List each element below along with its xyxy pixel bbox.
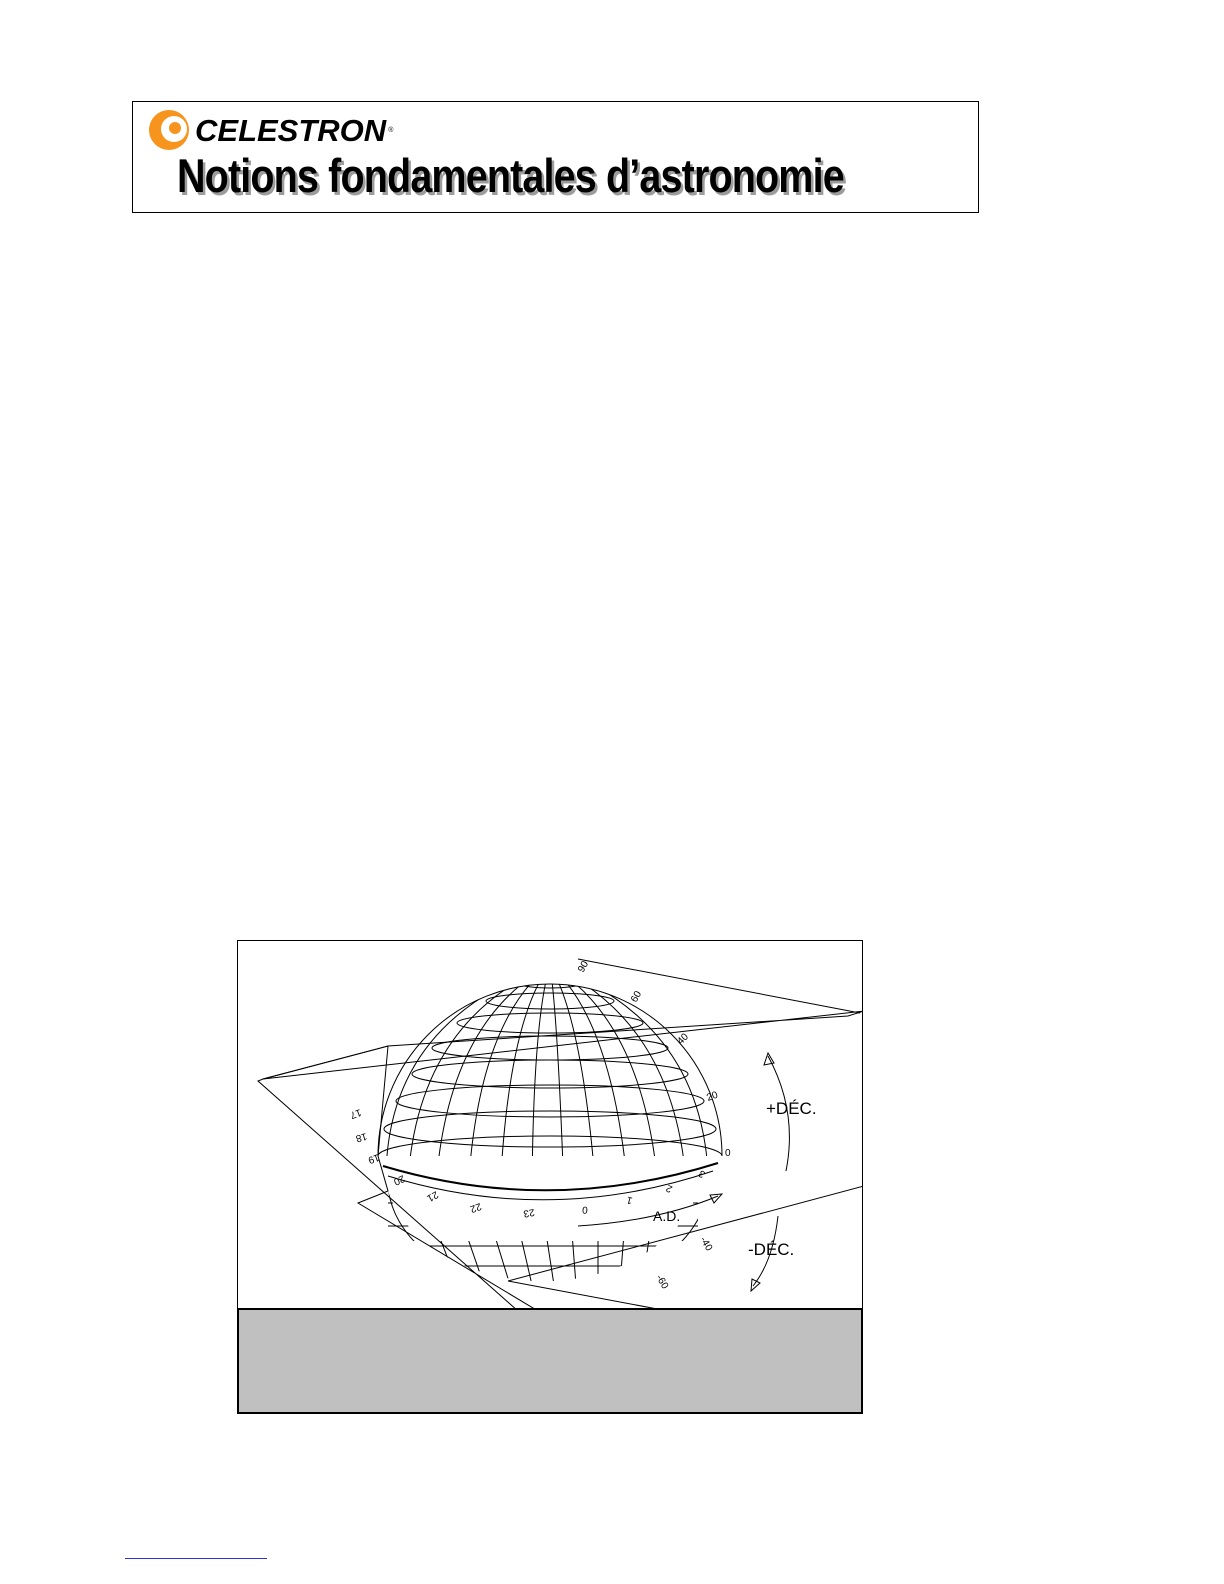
lat-90-label: 90 (576, 959, 592, 975)
ra-1-label: 1 (625, 1193, 634, 1206)
ra-label: A.D. (653, 1208, 681, 1224)
registered-mark: ® (388, 126, 394, 134)
lat-m60-label: -60 (653, 1273, 671, 1292)
ra-arrow-icon (710, 1194, 722, 1203)
ra-2-label: 2 (664, 1181, 675, 1195)
dec-plus-arrow-icon (764, 1053, 774, 1065)
figure-caption (237, 1308, 863, 1414)
document-header (132, 101, 979, 213)
celestron-logo (147, 108, 393, 152)
lat-40-label: 40 (675, 1031, 691, 1048)
plane-edge-front (508, 1186, 863, 1281)
logo-wordmark: CELESTRON (195, 112, 387, 148)
plane-edge-bottom (508, 1281, 668, 1310)
dec-minus-arrow-icon (751, 1279, 760, 1291)
lat-m40-label: -40 (697, 1235, 715, 1254)
dec-plus-label: +DÉC. (766, 1099, 817, 1118)
ra-22-label: 22 (468, 1200, 483, 1215)
ra-19-label: 19 (366, 1151, 381, 1166)
celestial-sphere-figure (237, 940, 863, 1414)
plane-edge-back (263, 1011, 863, 1079)
figure-image (237, 940, 863, 1310)
ra-21-label: 21 (424, 1188, 440, 1204)
plane-edge-right (578, 959, 860, 1013)
ra-3-label: 3 (696, 1167, 708, 1180)
dec-minus-label: -DÉC. (748, 1240, 795, 1259)
ra-23-label: 23 (522, 1206, 536, 1219)
lat-60-label: 60 (629, 989, 645, 1005)
ra-20-label: 20 (391, 1172, 407, 1187)
ra-0-label: 0 (581, 1203, 589, 1215)
ra-18-label: 18 (354, 1130, 369, 1144)
lat-20-label: 20 (705, 1089, 720, 1104)
celestron-swoosh-icon (147, 108, 191, 152)
celestial-sphere-illustration (238, 941, 863, 1310)
page-title: Notions fondamentales d’astronomie (177, 149, 844, 202)
footnote-separator (125, 1558, 267, 1559)
ra-17-label: 17 (348, 1106, 363, 1121)
upper-hemisphere-grid (378, 965, 722, 1200)
lat-0-label: 0 (725, 1148, 731, 1159)
